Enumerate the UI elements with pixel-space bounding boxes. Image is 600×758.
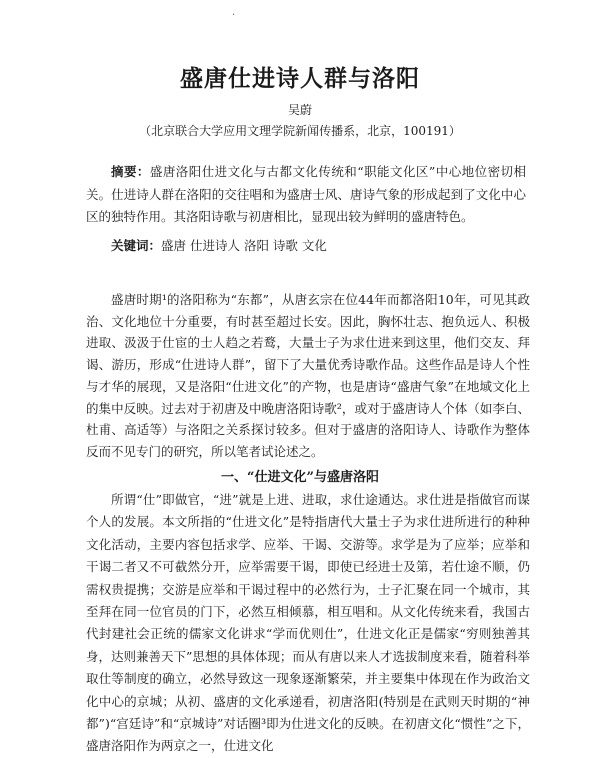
abstract-label: 摘要： [111, 164, 150, 179]
keywords-label: 关键词： [111, 238, 162, 253]
keywords [86, 235, 526, 257]
author-name: 吴蔚 [287, 103, 312, 117]
section-paragraph: 所谓“仕”即做官，“进”就是上进、进取，求仕途通达。求仕进是指做官而谋个人的发展。本文所指的“仕进文化”是特指唐代大量士子为求仕进所进行的种种文化活动，主要内容包括求学、应举、干谒、交游等。求学是为了应举；应举和干谒二者又不可截然分开，应举需要干谒，即使已经进士及第，若仕途不顺，仍需权贵提携；交游是应举和干谒过程中的必然行为，士子汇聚在同一个城市，其至拜在同一位官员的门下，必然互相倾慕，相互唱和。从文化传统来看，我国古代封建社会正统的儒家文化讲求“学而优则仕”，仕进文化正是儒家“穷则独善其身，达则兼善天下”思想的具体体现；而从有唐以来人才选拔制度来看，随着科举取仕等制度的确立，必然导致这一现象逐渐繁荣，并主要集中体现在作为政治文化中心的京城；从初、盛唐的文化承递看，初唐洛阳(特别是在武则天时期的“神都”)“宫廷诗”和“京城诗”对话圈³即为仕进文化的反映。在初唐文化“惯性”之下，盛唐洛阳作为两京之一，仕进文化 [86, 492, 530, 754]
scan-speck: · [232, 10, 236, 21]
abstract [86, 161, 526, 229]
abstract-paragraph [86, 161, 526, 229]
author-affiliation: （北京联合大学应用文理学院新闻传播系，北京，100191） [139, 124, 461, 138]
section-heading: 一、“仕进文化”与盛唐洛阳 [221, 470, 379, 485]
keywords-text: 盛唐 仕进诗人 洛阳 诗歌 文化 [161, 238, 327, 253]
abstract-text: 盛唐洛阳仕进文化与古都文化传统和“职能文化区”中心地位密切相关。仕进诗人群在洛阳的交往唱和为盛唐士风、唐诗气象的形成起到了文化中心区的独特作用。其洛阳诗歌与初唐相比，显现出较为鲜明的盛唐特色。 [86, 164, 526, 224]
paper-title: 盛唐仕进诗人群与洛阳 [180, 66, 420, 92]
intro-paragraph: 盛唐时期¹的洛阳称为“东都”，从唐玄宗在位44年而都洛阳10年，可见其政治、文化地位十分重要，有时甚至超过长安。因此，胸怀壮志、抱负远人、积极进取、汲汲于仕宦的士人趋之若鹜，大量士子为求仕进来到这里，他们交友、拜谒、游历，形成“仕进诗人群”，留下了大量优秀诗歌作品。这些作品是诗人个性与才华的展现，又是洛阳“仕进文化”的产物，也是唐诗“盛唐气象”在地域文化上的集中反映。过去对于初唐及中晚唐洛阳诗歌²，或对于盛唐诗人个体（如李白、杜甫、高适等）与洛阳之关系探讨较多。但对于盛唐的洛阳诗人、诗歌作为整体反而不见专门的研究，所以笔者试论述之。 [86, 292, 530, 459]
